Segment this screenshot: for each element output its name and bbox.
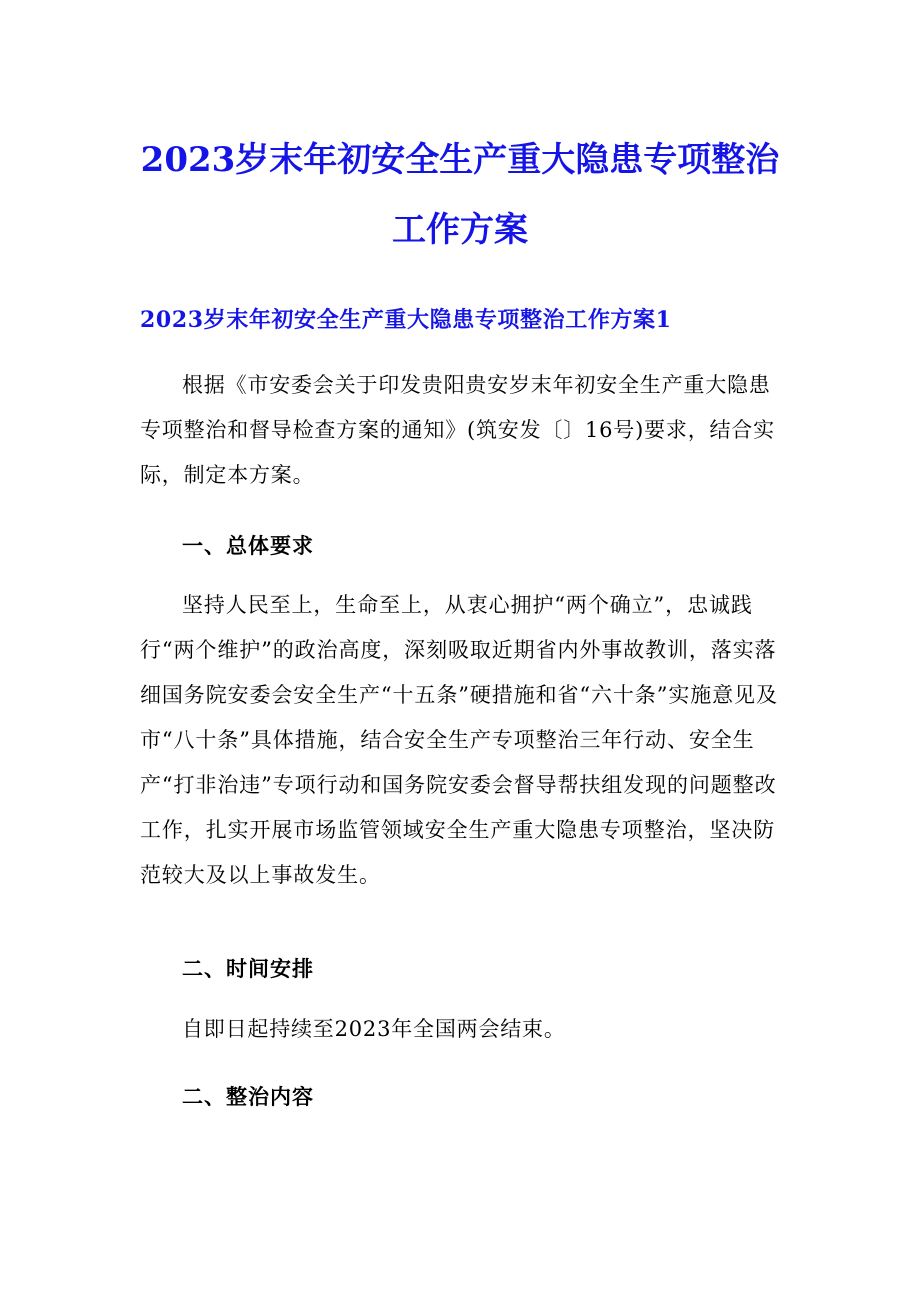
heading-rectification-content: 二、整治内容: [182, 1084, 314, 1109]
intro-paragraph: 根据《市安委会关于印发贵阳贵安岁末年初安全生产重大隐患专项整治和督导检查方案的通知》(筑安发〔〕16号)要求，结合实际，制定本方案。: [140, 373, 775, 487]
document-title-line-1: 2023岁末年初安全生产重大隐患专项整治: [140, 140, 780, 180]
section-title: 2023岁末年初安全生产重大隐患专项整治工作方案1: [140, 307, 672, 333]
document-title-line-2: 工作方案: [392, 210, 528, 250]
requirements-paragraph: 坚持人民至上，生命至上，从衷心拥护“两个确立”，忠诚践行“两个维护”的政治高度，深刻吸取近期省内外事故教训，落实落细国务院安委会安全生产“十五条”硬措施和省“六十条”实施意见及市“八十条”具体措施，结合安全生产专项整治三年行动、安全生产“打非治违”专项行动和国务院安委会督导帮扶组发现的问题整改工作，扎实开展市场监管领域安全生产重大隐患专项整治，坚决防范较大及以上事故发生。: [140, 593, 778, 887]
time-schedule-paragraph: 自即日起持续至2023年全国两会结束。: [182, 1017, 566, 1041]
heading-general-requirements: 一、总体要求: [182, 533, 314, 558]
heading-time-schedule: 二、时间安排: [182, 956, 314, 981]
